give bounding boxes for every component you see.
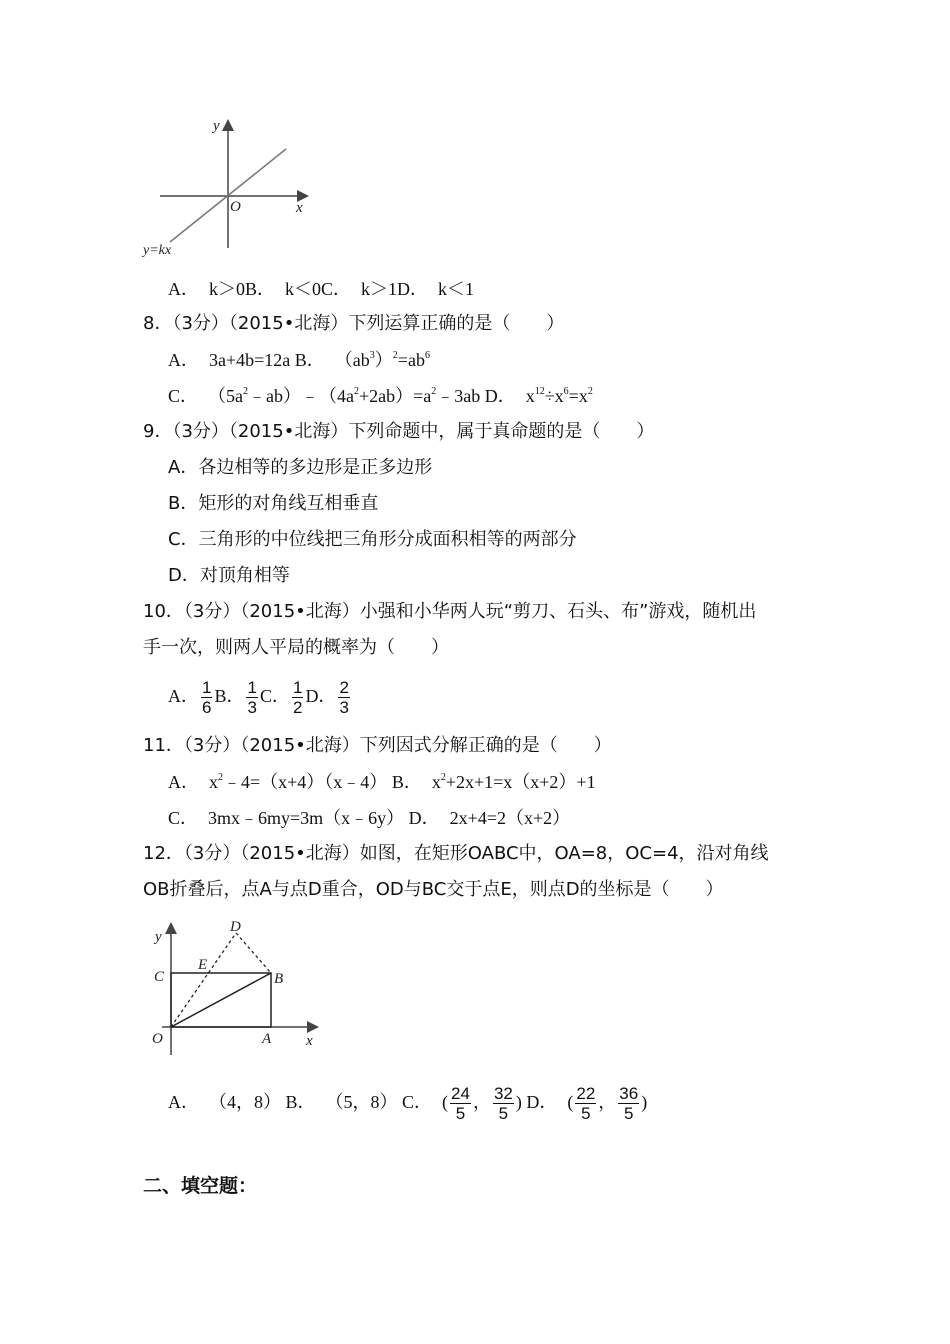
q10-option-b: $\frac{1}{3}$ xyxy=(247,678,257,718)
q12-stem-line2: OB折叠后，点A与点D重合，OD与BC交于点E，则点D的坐标是（ ） xyxy=(143,879,724,900)
q9-option-a: A．各边相等的多边形是正多边形 xyxy=(168,457,433,478)
q12-option-a: （4，8） xyxy=(209,1092,281,1112)
q10-option-c: $\frac{1}{2}$ xyxy=(292,678,303,718)
point-b-label: B xyxy=(274,971,284,987)
q11-option-b: $x^2+2x+1=x(x+2)+1$ xyxy=(431,772,596,792)
q9-option-c: C．三角形的中位线把三角形分成面积相等的两部分 xyxy=(168,529,577,550)
q11-option-d: 2x+4=2（x+2） xyxy=(449,808,571,828)
section-title: 二、填空题： xyxy=(143,1175,258,1197)
q8-options-cd: C． $(5a^2﹣ab)﹣(4a^2+2ab)=a^2﹣3ab$ D． $x^{12}\div x^6=x^2$ xyxy=(168,386,593,406)
y-axis-label: y xyxy=(155,929,162,945)
q7-option-c: k＞1 xyxy=(361,279,398,299)
q10-option-d: $\frac{2}{3}$ xyxy=(339,678,349,718)
diagonal-ob xyxy=(171,973,271,1027)
q12-option-b: （5，8） xyxy=(325,1092,398,1112)
origin-label: O xyxy=(152,1031,163,1047)
q9-stem: 9．（3分）（2015•北海）下列命题中，属于真命题的是（ ） xyxy=(143,421,655,442)
q8-option-d: $x^{12}\div x^6=x^2$ xyxy=(525,386,593,406)
q8-stem: 8．（3分）（2015•北海）下列运算正确的是（ ） xyxy=(143,313,565,334)
q8-option-b: $(ab^3)^2=ab^6$ xyxy=(334,350,430,370)
fold-od xyxy=(171,933,236,1027)
line-graph-figure xyxy=(138,112,318,262)
x-axis-label: x xyxy=(296,200,303,216)
q7-option-a: k＞0 xyxy=(209,279,245,299)
q9-option-d: D．对顶角相等 xyxy=(168,565,290,586)
q10-stem-line1: 10．（3分）（2015•北海）小强和小华两人玩“剪刀、石头、布”游戏，随机出 xyxy=(143,601,757,622)
q10-stem-line2: 手一次，则两人平局的概率为（ ） xyxy=(143,637,449,658)
q8-option-c: $(5a^2﹣ab)﹣(4a^2+2ab)=a^2﹣3ab$ xyxy=(208,386,481,406)
q7-options: A． k＞0B． k＜0C． k＞1D． k＜1 xyxy=(168,279,475,299)
q12-options: A． （4，8） B． （5，8） C． ( $\frac{24}{5}$ ， $\frac{32}{5}$ ) D． ( $\frac{22}{5}$ ， $\frac{36}{5}$ ) xyxy=(168,1084,648,1124)
rectangle-fold-figure xyxy=(138,915,328,1055)
q12-option-d: ( $\frac{22}{5}$ ， $\frac{36}{5}$ ) xyxy=(567,1084,648,1124)
point-d-label: D xyxy=(230,919,241,935)
q7-option-b: k＜0 xyxy=(285,279,322,299)
line-label: y=kx xyxy=(143,243,172,258)
q10-option-a: $\frac{1}{6}$ xyxy=(202,678,212,718)
q11-options-cd: C． 3mx﹣6my=3m（x﹣6y） D． 2x+4=2（x+2） xyxy=(168,808,571,828)
y-axis-label: y xyxy=(213,118,220,134)
q12-stem-line1: 12．（3分）（2015•北海）如图，在矩形OABC中，OA=8，OC=4，沿对角线 xyxy=(143,843,769,864)
point-c-label: C xyxy=(154,969,165,985)
q11-option-c: 3mx﹣6my=3m（x﹣6y） xyxy=(208,808,405,828)
q9-option-b: B．矩形的对角线互相垂直 xyxy=(168,493,379,514)
fold-db xyxy=(236,933,271,973)
origin-label: O xyxy=(230,199,241,215)
q8-options-ab: A． 3a+4b=12a B． $(ab^3)^2=ab^6$ xyxy=(168,350,430,370)
point-e-label: E xyxy=(198,957,208,973)
point-a-label: A xyxy=(262,1031,272,1047)
q11-option-a: $x^2﹣4=(x+4)(x﹣4)$ xyxy=(209,772,388,792)
q8-option-a: 3a+4b=12a xyxy=(209,350,291,370)
q7-option-d: k＜1 xyxy=(438,279,475,299)
q11-options-ab: A． $x^2﹣4=(x+4)(x﹣4)$ B． $x^2+2x+1=x(x+2)+1$ xyxy=(168,772,596,792)
q10-options: A． $\frac{1}{6}$ B． $\frac{1}{3}$ C． $\frac{1}{2}$ D． $\frac{2}{3}$ xyxy=(168,678,349,718)
q11-stem: 11．（3分）（2015•北海）下列因式分解正确的是（ ） xyxy=(143,735,612,756)
x-axis-label: x xyxy=(306,1033,313,1049)
q12-option-c: ( $\frac{24}{5}$ ， $\frac{32}{5}$ ) xyxy=(442,1084,522,1124)
